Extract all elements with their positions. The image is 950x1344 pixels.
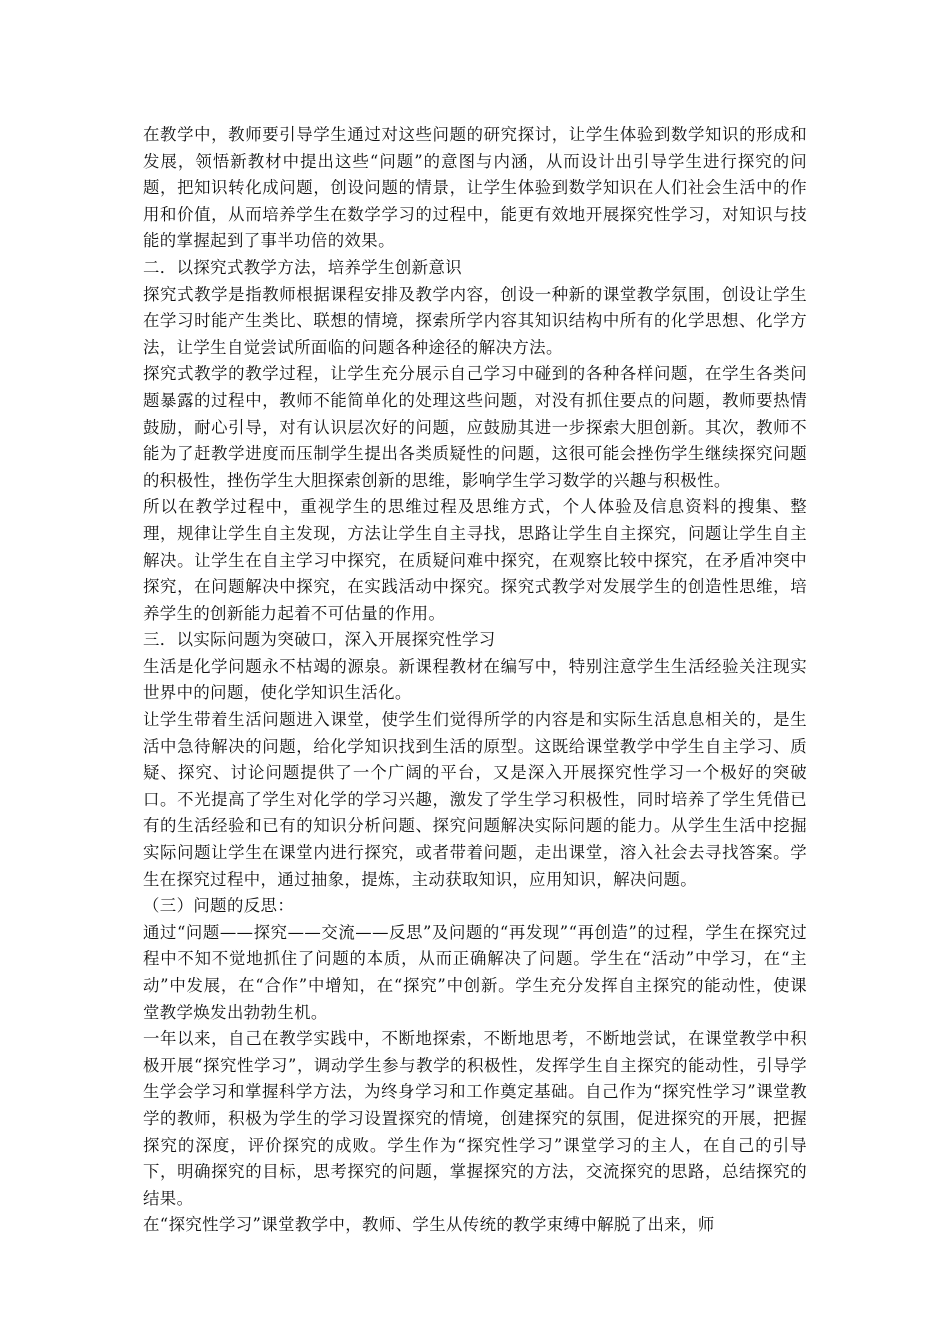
- document-body: [143, 122, 807, 1239]
- paragraph-inquiry-definition: 探究式教学是指教师根据课程安排及教学内容，创设一种新的课堂教学氛围，创设让学生在学习时能产生类比、联想的情境，探索所学内容其知识结构中所有的化学思想、化学方法，让学生自觉尝试所面临的问题各种途径的解决方法。: [143, 284, 807, 357]
- paragraph-intro: 在教学中，教师要引导学生通过对这些问题的研究探讨，让学生体验到数学知识的形成和发展，领悟新教材中提出这些“问题”的意图与内涵，从而设计出引导学生进行探究的问题，把知识转化成问题，创设问题的情景，让学生体验到数学知识在人们社会生活中的作用和价值，从而培养学生在数学学习的过程中，能更有效地开展探究性学习，对知识与技能的掌握起到了事半功倍的效果。: [143, 125, 807, 251]
- paragraph-reflection-process: 通过“问题——探究——交流——反思”及问题的“再发现”“再创造”的过程，学生在探究过程中不知不觉地抓住了问题的本质，从而正确解决了问题。学生在“活动”中学习，在“主动”中发展，在“合作”中增知，在“探究”中创新。学生充分发挥自主探究的能动性，使课堂教学焕发出勃勃生机。: [143, 922, 807, 1022]
- paragraph-teaching-process: 所以在教学过程中，重视学生的思维过程及思维方式，个人体验及信息资料的搜集、整理，规律让学生自主发现，方法让学生自主寻找，思路让学生自主探究，问题让学生自主解决。让学生在自主学习中探究，在质疑问难中探究，在观察比较中探究，在矛盾冲突中探究，在问题解决中探究，在实践活动中探究。探究式教学对发展学生的创造性思维，培养学生的创新能力起着不可估量的作用。: [143, 497, 807, 623]
- paragraph-life-problems: 让学生带着生活问题进入课堂，使学生们觉得所学的内容是和实际生活息息相关的，是生活中急待解决的问题，给化学知识找到生活的原型。这既给课堂教学中学生自主学习、质疑、探究、讨论问题提供了一个广阔的平台，又是深入开展探究性学习一个极好的突破口。不光提高了学生对化学的学习兴趣，激发了学生学习积极性，同时培养了学生凭借已有的生活经验和已有的知识分析问题、探究问题解决实际问题的能力。从学生生活中挖掘实际问题让学生在课堂内进行探究，或者带着问题，走出课堂，溶入社会去寻找答案。学生在探究过程中，通过抽象，提炼，主动获取知识，应用知识，解决问题。: [143, 710, 807, 889]
- paragraph-year-summary: 一年以来，自己在教学实践中，不断地探索，不断地思考，不断地尝试，在课堂教学中积极开展“探究性学习”，调动学生参与教学的积极性，发挥学生自主探究的能动性，引导学生学会学习和掌握科学方法，为终身学习和工作奠定基础。自己作为“探究性学习”课堂教学的教师，积极为学生的学习设置探究的情境，创建探究的氛围，促进探究的开展，把握探究的深度，评价探究的成败。学生作为“探究性学习”课堂学习的主人，在自己的引导下，明确探究的目标，思考探究的问题，掌握探究的方法，交流探究的思路，总结探究的结果。: [143, 1029, 807, 1208]
- subsection-heading-reflection: （三）问题的反思：: [143, 896, 295, 916]
- paragraph-life-source: 生活是化学问题永不枯竭的源泉。新课程教材在编写中，特别注意学生生活经验关注现实世界中的问题，使化学知识生活化。: [143, 656, 807, 703]
- section-heading-2: 二．以探究式教学方法，培养学生创新意识: [143, 257, 463, 277]
- section-heading-3: 三．以实际问题为突破口，深入开展探究性学习: [143, 630, 496, 650]
- paragraph-inquiry-process: 探究式教学的教学过程，让学生充分展示自己学习中碰到的各种各样问题，在学生各类问题暴露的过程中，教师不能简单化的处理这些问题，对没有抓住要点的问题，教师要热情鼓励，耐心引导，对有认识层次好的问题，应鼓励其进一步探索大胆创新。其次，教师不能为了赶教学进度而压制学生提出各类质疑性的问题，这很可能会挫伤学生继续探究问题的积极性，挫伤学生大胆探索创新的思维，影响学生学习数学的兴趣与积极性。: [143, 364, 807, 490]
- paragraph-closing: 在“探究性学习”课堂教学中，教师、学生从传统的教学束缚中解脱了出来，师: [143, 1215, 715, 1235]
